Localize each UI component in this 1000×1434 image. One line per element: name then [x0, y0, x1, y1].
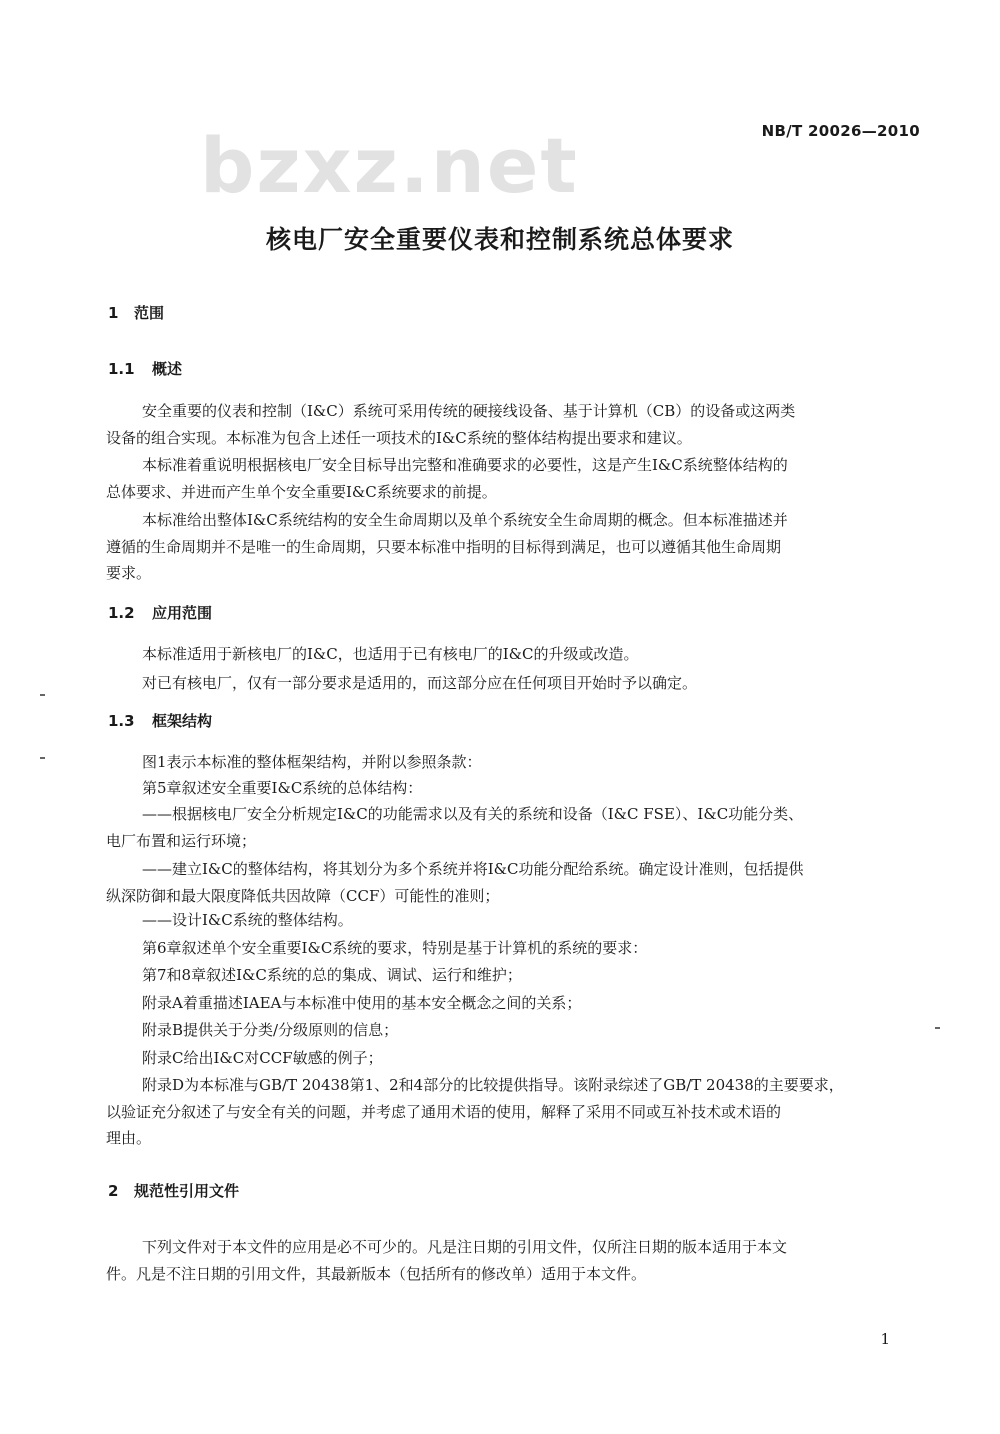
text-line: 遵循的生命周期并不是唯一的生命周期，只要本标准中指明的目标得到满足，也可以遵循其他生命周期	[106, 537, 782, 556]
scan-speck	[935, 1027, 940, 1029]
text-line: 要求。	[106, 564, 152, 582]
framework-item-b	[106, 856, 916, 909]
text-line: 电厂布置和运行环境；	[106, 831, 257, 850]
section-title: 应用范围	[152, 604, 213, 622]
scope-line-2: 对已有核电厂，仅有一部分要求是适用的，而这部分应在任何项目开始时予以确定。	[142, 674, 698, 692]
framework-line-8: 附录C给出I&C对CCF敏感的例子；	[142, 1049, 383, 1067]
overview-paragraph-1	[106, 398, 916, 451]
framework-line-2: 第5章叙述安全重要I&C系统的总体结构：	[142, 779, 423, 797]
text-line: 本标准给出整体I&C系统结构的安全生命周期以及单个系统安全生命周期的概念。但本标准描述并	[142, 511, 788, 529]
section-1-1-heading	[108, 358, 182, 379]
section-title: 规范性引用文件	[134, 1182, 240, 1200]
text-line: ——建立I&C的整体结构，将其划分为多个系统并将I&C功能分配给系统。确定设计准则，包括提供	[142, 860, 804, 878]
section-title: 概述	[152, 360, 183, 378]
document-title: 核电厂安全重要仪表和控制系统总体要求	[265, 225, 734, 254]
scan-speck	[40, 694, 45, 696]
section-number: 1.3	[108, 712, 135, 730]
framework-line-5: 第7和8章叙述I&C系统的总的集成、调试、运行和维护；	[142, 966, 522, 984]
framework-line-4: 第6章叙述单个安全重要I&C系统的要求，特别是基于计算机的系统的要求：	[142, 939, 648, 957]
watermark: bzxz.net	[200, 121, 579, 210]
overview-paragraph-3	[106, 507, 916, 587]
scan-speck	[40, 757, 45, 759]
section-1-3-heading	[108, 710, 212, 731]
text-line: 理由。	[106, 1129, 152, 1147]
text-line: 本标准着重说明根据核电厂安全目标导出完整和准确要求的必要性，这是产生I&C系统整体结构的	[142, 456, 788, 474]
section-title: 范围	[134, 304, 165, 322]
text-line: ——根据核电厂安全分析规定I&C的功能需求以及有关的系统和设备（I&C FSE）、I&C功能分类、	[142, 805, 804, 823]
framework-line-6: 附录A着重描述IAEA与本标准中使用的基本安全概念之间的关系；	[142, 994, 582, 1012]
section-1-heading	[108, 302, 164, 323]
normative-references-paragraph	[106, 1234, 916, 1287]
section-title: 框架结构	[152, 712, 213, 730]
section-2-heading	[108, 1180, 239, 1201]
text-line: 以验证充分叙述了与安全有关的问题，并考虑了通用术语的使用，解释了采用不同或互补技术或术语的	[106, 1102, 782, 1121]
section-number: 2	[108, 1182, 119, 1200]
section-1-2-heading	[108, 602, 212, 623]
scope-line-1: 本标准适用于新核电厂的I&C，也适用于已有核电厂的I&C的升级或改造。	[142, 645, 639, 663]
framework-item-a	[106, 801, 916, 854]
section-number: 1.1	[108, 360, 135, 378]
text-line: 安全重要的仪表和控制（I&C）系统可采用传统的硬接线设备、基于计算机（CB）的设备或这两类	[142, 402, 796, 420]
text-line: 总体要求、并进而产生单个安全重要I&C系统要求的前提。	[106, 482, 497, 501]
overview-paragraph-2	[106, 452, 916, 505]
page-number: 1	[880, 1330, 890, 1348]
framework-line-1: 图1表示本标准的整体框架结构，并附以参照条款：	[142, 753, 482, 771]
framework-item-c	[106, 1072, 916, 1152]
section-number: 1.2	[108, 604, 135, 622]
text-line: 纵深防御和最大限度降低共因故障（CCF）可能性的准则；	[106, 886, 500, 905]
framework-line-7: 附录B提供关于分类/分级原则的信息；	[142, 1021, 399, 1039]
text-line: 附录D为本标准与GB/T 20438第1、2和4部分的比较提供指导。该附录综述了GB/T 20438的主要要求，	[142, 1076, 844, 1094]
framework-line-3: ——设计I&C系统的整体结构。	[142, 911, 353, 929]
text-line: 件。凡是不注日期的引用文件，其最新版本（包括所有的修改单）适用于本文件。	[106, 1264, 647, 1283]
text-line: 下列文件对于本文件的应用是必不可少的。凡是注日期的引用文件，仅所注日期的版本适用于本文	[142, 1238, 788, 1256]
standard-code: NB/T 20026—2010	[761, 122, 920, 140]
section-number: 1	[108, 304, 119, 322]
text-line: 设备的组合实现。本标准为包含上述任一项技术的I&C系统的整体结构提出要求和建议。	[106, 428, 692, 447]
